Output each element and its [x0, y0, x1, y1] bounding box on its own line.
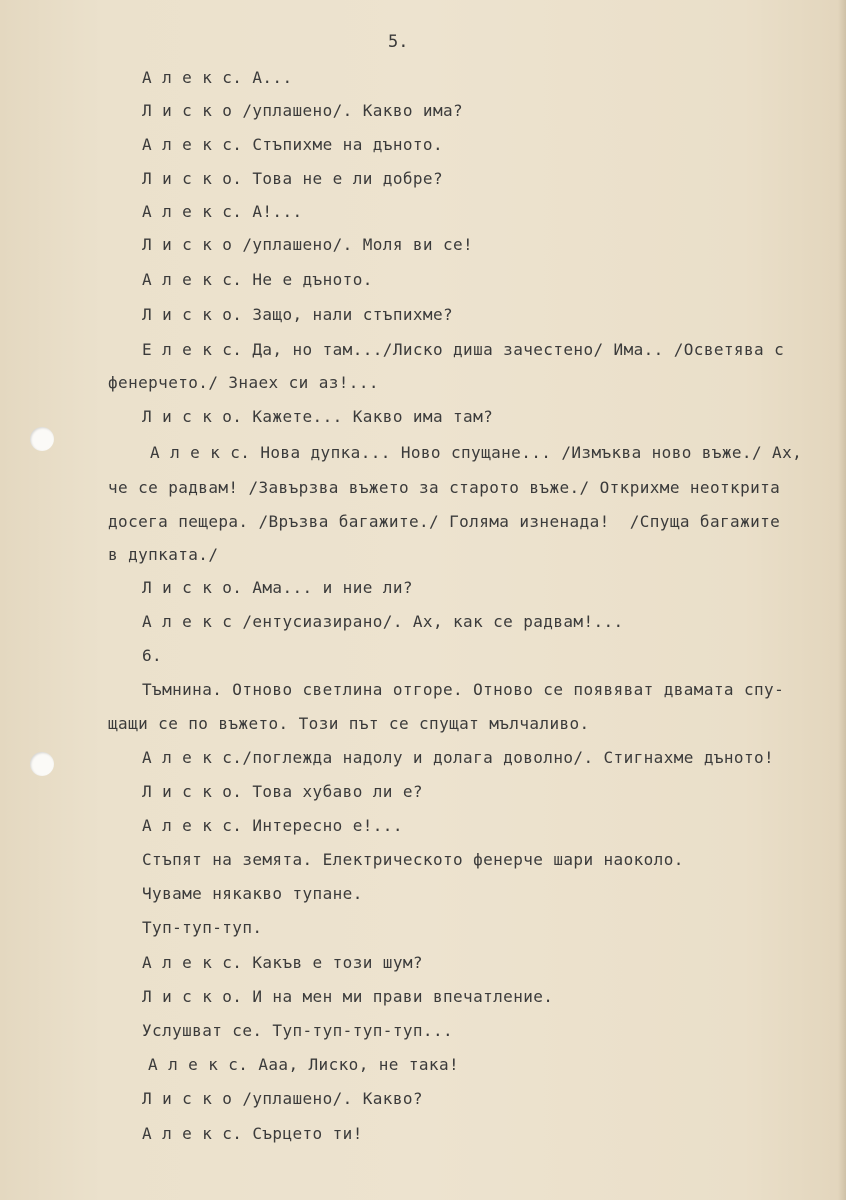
text-line: Л и с к о. Това не е ли добре?	[142, 169, 443, 188]
text-line: фенерчето./ Знаех си аз!...	[108, 373, 379, 392]
text-line: А л е к с. Ааа, Лиско, не така!	[148, 1055, 460, 1074]
text-line: А л е к с./поглежда надолу и долага доволно/. Стигнахме дъното!	[142, 748, 775, 767]
text-line: Л и с к о /уплашено/. Какво?	[142, 1089, 423, 1108]
text-line: Л и с к о /уплашено/. Моля ви се!	[142, 235, 474, 254]
text-line: А л е к с. Интересно е!...	[142, 816, 403, 835]
text-line: в дупката./	[108, 545, 219, 564]
text-line: Л и с к о. И на мен ми прави впечатление.	[142, 987, 554, 1006]
text-line: Е л е к с. Да, но там.../Лиско диша зачестено/ Има.. /Осветява с	[142, 340, 785, 359]
punch-hole	[30, 427, 54, 451]
text-line: А л е к с. Не е дъното.	[142, 270, 373, 289]
text-line: Л и с к о. Това хубаво ли е?	[142, 782, 423, 801]
text-line: че се радвам! /Завързва въжето за старото въже./ Открихме неоткрита	[108, 478, 781, 497]
page-edge-shadow	[838, 0, 846, 1200]
text-line: Чуваме някакво тупане.	[142, 884, 363, 903]
text-line: А л е к с. А...	[142, 68, 293, 87]
text-line: Л и с к о /уплашено/. Какво има?	[142, 101, 464, 120]
page-number: 5.	[388, 32, 409, 52]
text-line: А л е к с. Стъпихме на дъното.	[142, 135, 443, 154]
text-line: Л и с к о. Кажете... Какво има там?	[142, 407, 494, 426]
text-line: Стъпят на земята. Електрическото фенерче шари наоколо.	[142, 850, 684, 869]
text-line: Л и с к о. Защо, нали стъпихме?	[142, 305, 454, 324]
text-line: досега пещера. /Връзва багажите./ Голяма изненада! /Спуща багажите	[108, 512, 781, 531]
punch-hole	[30, 752, 54, 776]
text-line: Л и с к о. Ама... и ние ли?	[142, 578, 413, 597]
text-line: А л е к с. Сърцето ти!	[142, 1124, 363, 1143]
text-line: щащи се по въжето. Този път се спущат мълчаливо.	[108, 714, 590, 733]
text-line: А л е к с. Нова дупка... Ново спущане... /Измъква ново въже./ Ах,	[150, 443, 803, 462]
text-line: Тъмнина. Отново светлина отгоре. Отново се появяват двамата спу-	[142, 680, 785, 699]
section-number: 6.	[142, 646, 163, 665]
text-line: А л е к с. А!...	[142, 202, 303, 221]
text-line: А л е к с. Какъв е този шум?	[142, 953, 423, 972]
text-line: Туп-туп-туп.	[142, 918, 263, 937]
text-line: Услушват се. Туп-туп-туп-туп...	[142, 1021, 454, 1040]
text-line: А л е к с /ентусиазирано/. Ах, как се радвам!...	[142, 612, 624, 631]
